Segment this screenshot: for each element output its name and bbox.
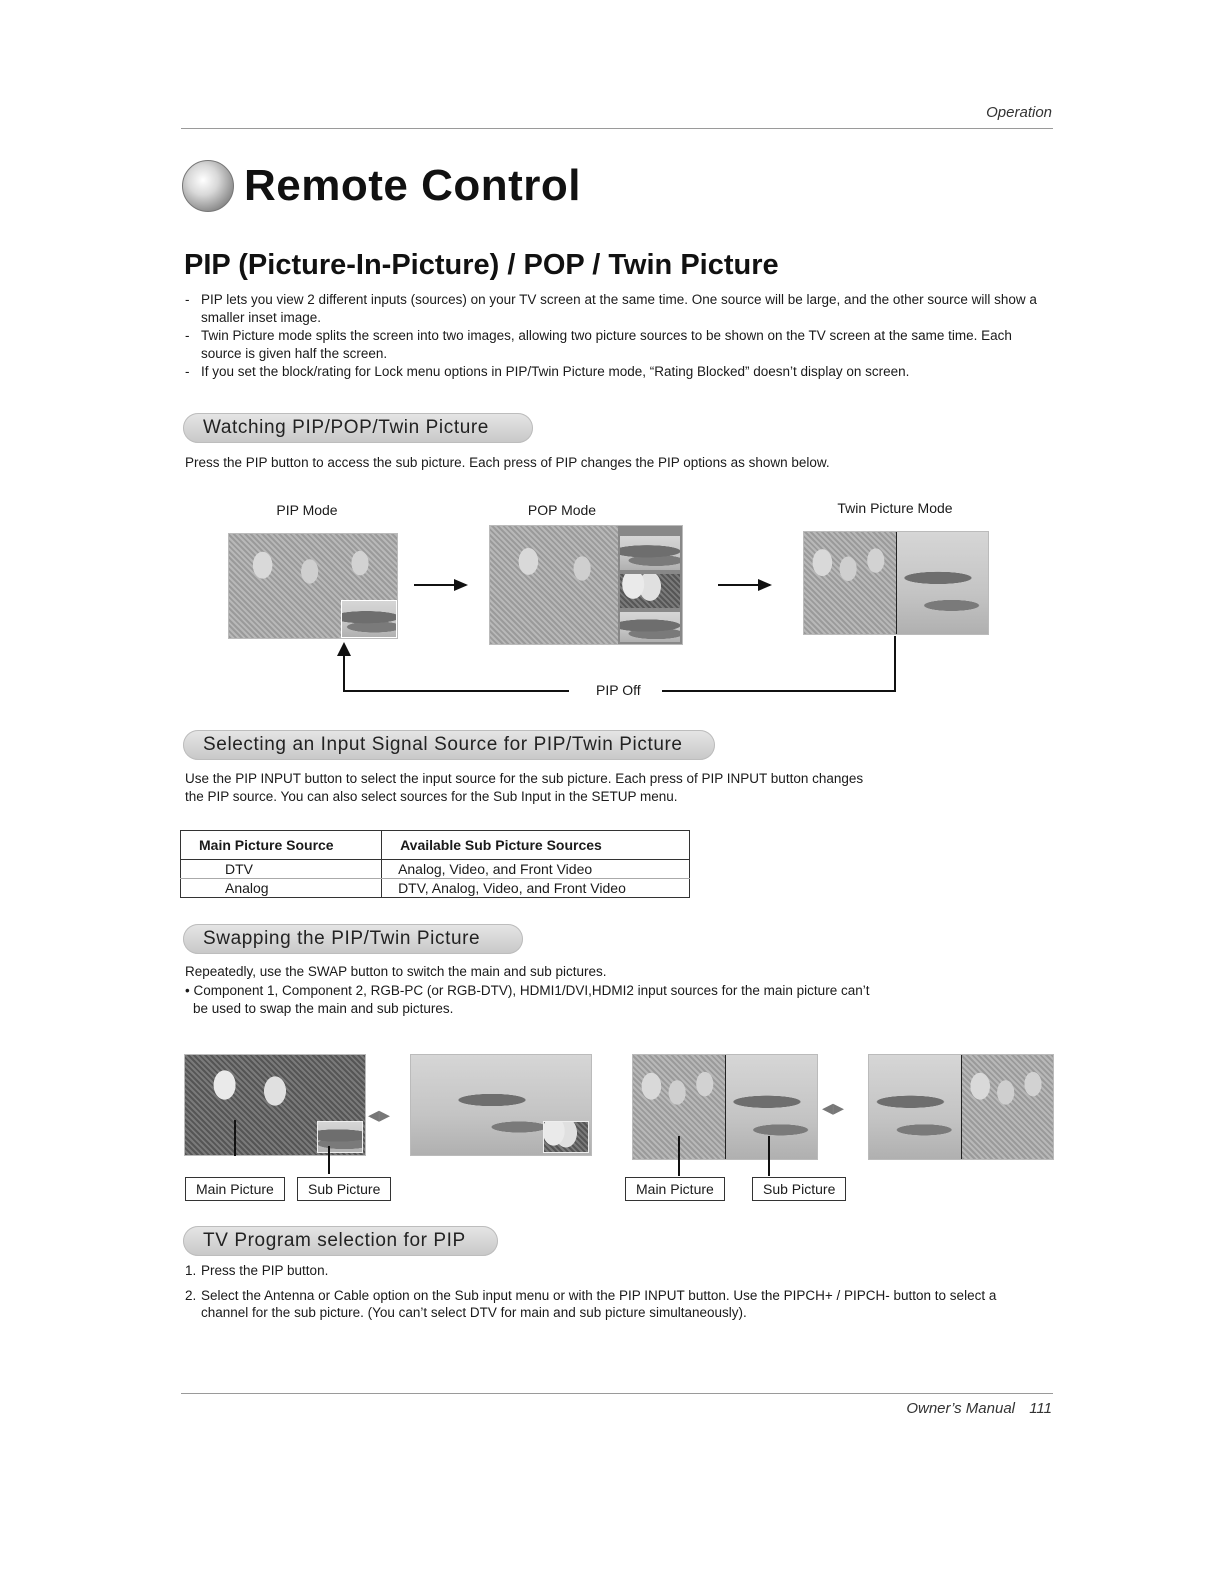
list-item: 2. Select the Antenna or Cable option on the Sub input menu or with the PIP INPUT button. Use the PIPCH+ / PIPCH- button to select a channel for the sub picture. (You can’t select DTV for main and sub picture simultaneously).: [185, 1288, 997, 1320]
pop-column: [618, 526, 682, 644]
selecting-heading: Selecting an Input Signal Source for PIP/Twin Picture: [183, 730, 715, 760]
swapping-line-3: be used to swap the main and sub pictures.: [193, 1001, 454, 1016]
swap-twin-screen-b: [868, 1054, 1054, 1160]
table-row: DTV Analog, Video, and Front Video: [181, 860, 690, 879]
swap-icon: ◂▸: [368, 1102, 391, 1127]
manual-name: Owner’s Manual: [906, 1400, 1016, 1417]
footer-rule: [181, 1393, 1053, 1394]
program-steps: [185, 1262, 1045, 1329]
pip-inset: [341, 600, 397, 638]
loop-line-right: [662, 690, 896, 692]
loop-line-up: [343, 652, 345, 692]
loop-line-down: [894, 636, 896, 692]
intro-bullet: - If you set the block/rating for Lock menu options in PIP/Twin Picture mode, “Rating Blocked” doesn’t display on screen.: [185, 364, 910, 379]
pop-mode-screen: [489, 525, 683, 645]
arrow-pip-to-pop: [414, 584, 466, 586]
intro-bullet: - PIP lets you view 2 different inputs (sources) on your TV screen at the same time. One source will be large, and the other source will show a smaller inset image.: [185, 292, 1037, 325]
pip-mode-label: PIP Mode: [276, 502, 338, 518]
list-item: 1. Press the PIP button.: [185, 1263, 329, 1278]
selecting-text-1: Use the PIP INPUT button to select the input source for the sub picture. Each press of PIP INPUT button changes: [185, 771, 864, 786]
source-table: [180, 830, 690, 898]
swap-twin-screen-a: [632, 1054, 818, 1160]
twin-mode-screen: [803, 531, 989, 635]
swapping-heading: Swapping the PIP/Twin Picture: [183, 924, 523, 954]
swap-pip-screen-a: [184, 1054, 366, 1156]
title-bullet-icon: [182, 160, 234, 212]
sub-picture-label: Sub Picture: [752, 1177, 846, 1201]
table-header-sub: Available Sub Picture Sources: [382, 831, 690, 860]
intro-bullets: [185, 291, 1045, 381]
section-subtitle: PIP (Picture-In-Picture) / POP / Twin Picture: [184, 249, 779, 281]
arrow-pop-to-twin: [718, 584, 770, 586]
page-title: [182, 160, 581, 212]
swapping-line-2: • Component 1, Component 2, RGB-PC (or RGB-DTV), HDMI1/DVI,HDMI2 input sources for the main picture can’t: [185, 983, 870, 998]
pip-mode-screen: [228, 533, 398, 639]
twin-mode-label: Twin Picture Mode: [837, 500, 953, 516]
main-picture-label: Main Picture: [625, 1177, 725, 1201]
page-title-text: Remote Control: [244, 161, 581, 210]
pip-off-label: PIP Off: [596, 682, 641, 698]
loop-arrowhead: [337, 642, 351, 656]
table-row: Analog DTV, Analog, Video, and Front Video: [181, 879, 690, 898]
program-heading: TV Program selection for PIP: [183, 1226, 498, 1256]
swap-icon: ◂▸: [822, 1095, 845, 1120]
header-rule: [181, 128, 1053, 129]
loop-line-left: [343, 690, 569, 692]
swapping-line-1: Repeatedly, use the SWAP button to switch the main and sub pictures.: [185, 964, 607, 979]
watching-text: Press the PIP button to access the sub picture. Each press of PIP changes the PIP options as shown below.: [185, 455, 830, 470]
table-header-main: Main Picture Source: [181, 831, 382, 860]
main-picture-label: Main Picture: [185, 1177, 285, 1201]
section-label: Operation: [986, 104, 1052, 121]
page-number: 111: [1029, 1400, 1052, 1417]
footer: [906, 1400, 1052, 1417]
intro-bullet: - Twin Picture mode splits the screen into two images, allowing two picture sources to be shown on the TV screen at the same time. Each source is given half the screen.: [185, 328, 1012, 361]
pop-mode-label: POP Mode: [527, 502, 597, 518]
swap-pip-screen-b: [410, 1054, 592, 1156]
watching-heading: Watching PIP/POP/Twin Picture: [183, 413, 533, 443]
sub-picture-label: Sub Picture: [297, 1177, 391, 1201]
selecting-text-2: the PIP source. You can also select sources for the Sub Input in the SETUP menu.: [185, 789, 678, 804]
